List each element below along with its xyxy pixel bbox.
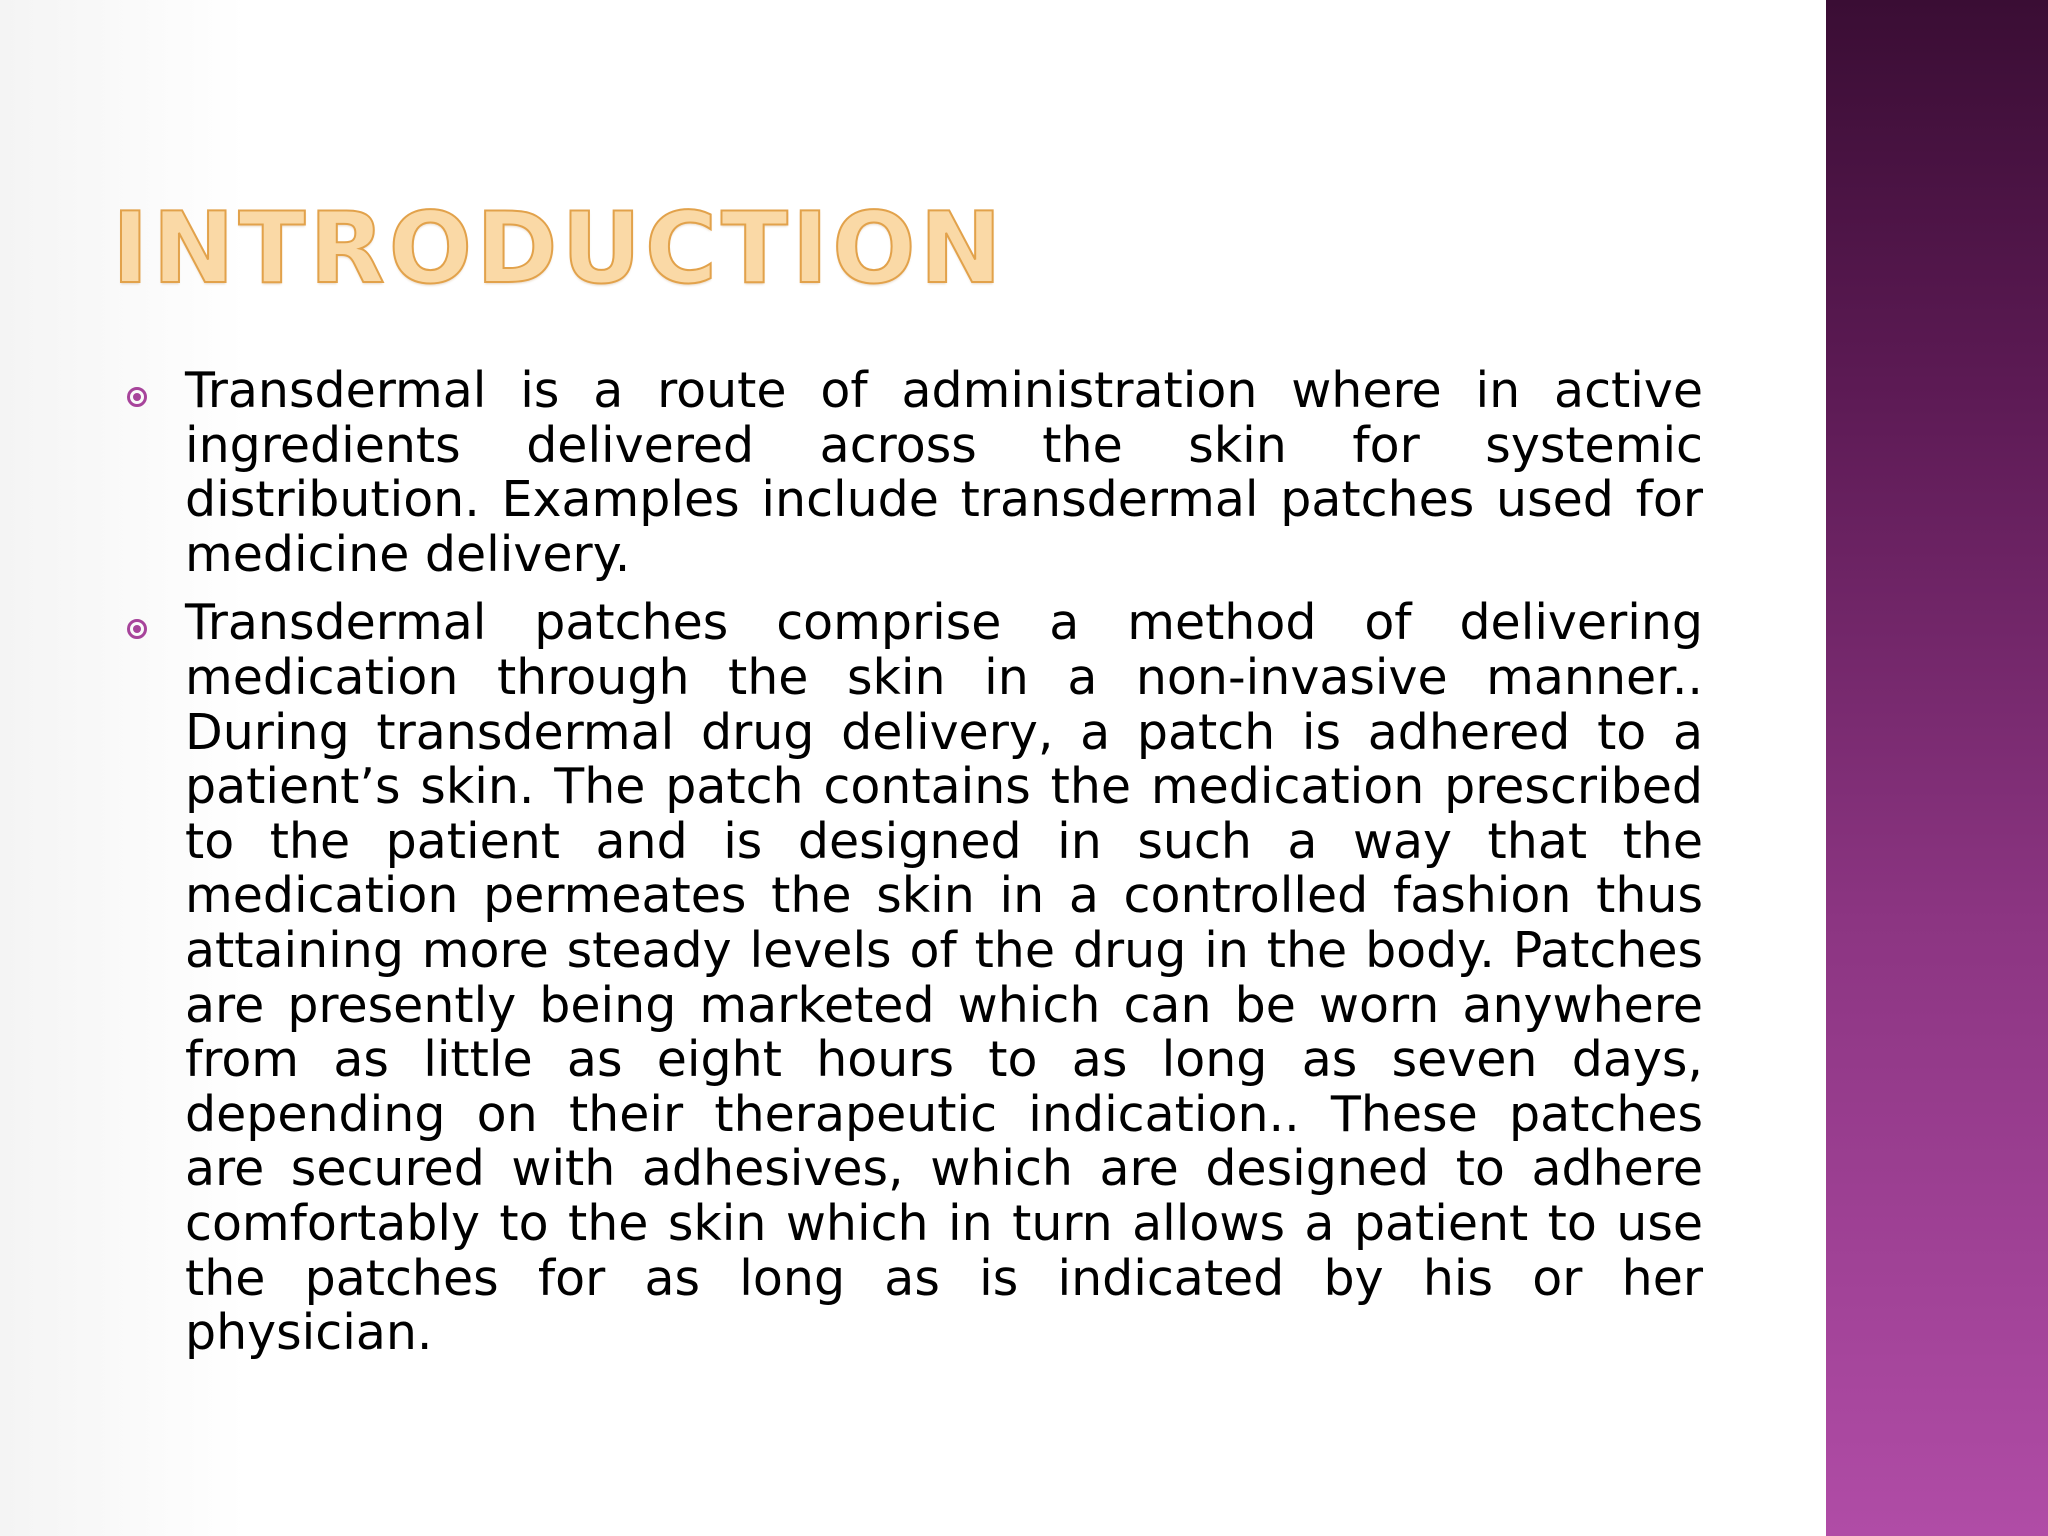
decorative-side-band [1826, 0, 2048, 1536]
slide-title: INTRODUCTION [112, 192, 1006, 306]
circle-dot-icon [127, 387, 147, 407]
bullet-text: Transdermal patches comprise a method of delivering medication through the skin in a non-invasive manner.. During transdermal drug delivery, a patch is adhered to a patient’s skin. The patch contains the medication prescribed to the patient and is designed in such a way that the medication permeates the skin in a controlled fashion thus attaining more steady levels of the drug in the body. Patches are presently being marketed which can be worn anywhere from as little as eight hours to as long as seven days, depending on their therapeutic indication.. These patches are secured with adhesives, which are designed to adhere comfortably to the skin which in turn allows a patient to use the patches for as long as is indicated by his or her physician. [185, 594, 1703, 1362]
bullet-item [118, 596, 1703, 1360]
bullet-list [118, 364, 1703, 1375]
bullet-item [118, 364, 1703, 582]
bullet-text: Transdermal is a route of administration where in active ingredients delivered across the skin for systemic distribution. Examples include transdermal patches used for medicine delivery. [185, 362, 1703, 583]
circle-dot-icon [127, 619, 147, 639]
